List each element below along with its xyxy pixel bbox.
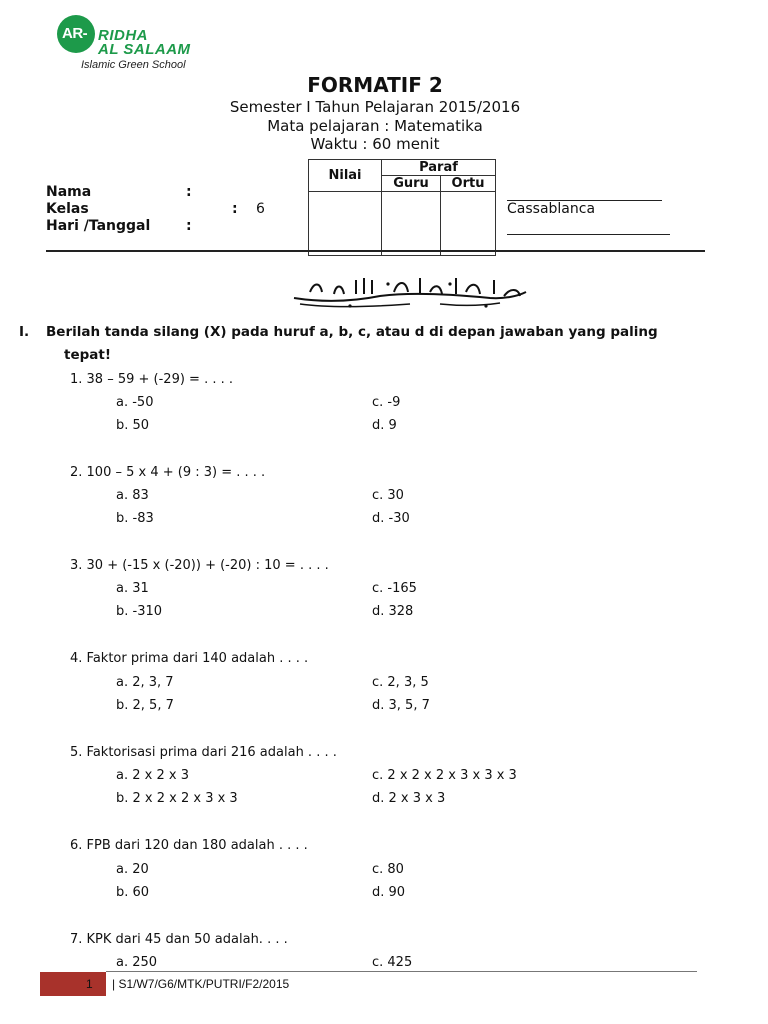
time-line: Waktu : 60 menit <box>310 135 440 153</box>
question-5: 5. Faktorisasi prima dari 216 adalah . . . . <box>70 745 337 760</box>
nilai-cell[interactable] <box>309 192 382 256</box>
q4-option-c[interactable]: c. 2, 3, 5 <box>372 675 429 690</box>
logo-line-2: AL SALAAM <box>98 41 191 58</box>
guru-header: Guru <box>382 176 441 192</box>
name-value: Cassablanca <box>507 201 596 217</box>
tanggal-colon: : <box>186 218 192 234</box>
kelas-colon: : <box>232 201 238 217</box>
logo-tagline: Islamic Green School <box>81 59 186 71</box>
q4-option-a[interactable]: a. 2, 3, 7 <box>116 675 174 690</box>
q3-option-b[interactable]: b. -310 <box>116 604 163 619</box>
q1-option-b[interactable]: b. 50 <box>116 418 150 433</box>
q3-option-d[interactable]: d. 328 <box>372 604 414 619</box>
guru-sign-cell[interactable] <box>382 192 441 256</box>
q4-option-b[interactable]: b. 2, 5, 7 <box>116 698 174 713</box>
bismillah-calligraphy-icon <box>290 272 530 310</box>
q5-option-b[interactable]: b. 2 x 2 x 2 x 3 x 3 <box>116 791 238 806</box>
q7-option-c[interactable]: c. 425 <box>372 955 413 970</box>
question-4: 4. Faktor prima dari 140 adalah . . . . <box>70 651 309 666</box>
score-table <box>308 159 496 256</box>
semester-line: Semester I Tahun Pelajaran 2015/2016 <box>229 98 521 116</box>
q6-option-b[interactable]: b. 60 <box>116 885 150 900</box>
footer-rule <box>106 971 697 972</box>
nama-colon: : <box>186 184 192 200</box>
question-7: 7. KPK dari 45 dan 50 adalah. . . . <box>70 932 288 947</box>
q6-option-a[interactable]: a. 20 <box>116 862 149 877</box>
footer-page-number: 1 <box>86 977 93 991</box>
q3-option-c[interactable]: c. -165 <box>372 581 417 596</box>
name-line-bottom <box>507 234 670 235</box>
logo-line-1: RIDHA <box>98 27 148 44</box>
q5-option-c[interactable]: c. 2 x 2 x 2 x 3 x 3 x 3 <box>372 768 517 783</box>
instruction-line-1: Berilah tanda silang (X) pada huruf a, b, c, atau d di depan jawaban yang paling <box>46 324 658 340</box>
header-divider <box>46 250 705 252</box>
subject-line: Mata pelajaran : Matematika <box>267 117 483 135</box>
kelas-value: 6 <box>256 201 265 217</box>
footer-doc-code: | S1/W7/G6/MTK/PUTRI/F2/2015 <box>112 977 290 991</box>
q2-option-a[interactable]: a. 83 <box>116 488 149 503</box>
tanggal-label: Hari /Tanggal <box>46 218 151 234</box>
nilai-header: Nilai <box>309 160 382 192</box>
q1-option-a[interactable]: a. -50 <box>116 395 154 410</box>
paraf-header: Paraf <box>382 160 496 176</box>
q5-option-a[interactable]: a. 2 x 2 x 3 <box>116 768 189 783</box>
logo-ar-text: AR- <box>62 25 88 42</box>
question-3: 3. 30 + (-15 x (-20)) + (-20) : 10 = . . . . <box>70 558 329 573</box>
q6-option-c[interactable]: c. 80 <box>372 862 404 877</box>
q6-option-d[interactable]: d. 90 <box>372 885 406 900</box>
q1-option-c[interactable]: c. -9 <box>372 395 401 410</box>
question-6: 6. FPB dari 120 dan 180 adalah . . . . <box>70 838 308 853</box>
page-title: FORMATIF 2 <box>307 73 443 97</box>
q5-option-d[interactable]: d. 2 x 3 x 3 <box>372 791 446 806</box>
kelas-label: Kelas <box>46 201 89 217</box>
ortu-sign-cell[interactable] <box>441 192 496 256</box>
q4-option-d[interactable]: d. 3, 5, 7 <box>372 698 430 713</box>
nama-label: Nama <box>46 184 92 200</box>
q2-option-d[interactable]: d. -30 <box>372 511 410 526</box>
q2-option-b[interactable]: b. -83 <box>116 511 154 526</box>
instruction-line-2: tepat! <box>64 347 111 363</box>
question-2: 2. 100 – 5 x 4 + (9 : 3) = . . . . <box>70 465 266 480</box>
q3-option-a[interactable]: a. 31 <box>116 581 149 596</box>
q1-option-d[interactable]: d. 9 <box>372 418 397 433</box>
ortu-header: Ortu <box>441 176 496 192</box>
section-number: I. <box>19 324 30 340</box>
q2-option-c[interactable]: c. 30 <box>372 488 404 503</box>
q7-option-a[interactable]: a. 250 <box>116 955 158 970</box>
footer-page-box <box>40 972 106 996</box>
question-1: 1. 38 – 59 + (-29) = . . . . <box>70 372 234 387</box>
